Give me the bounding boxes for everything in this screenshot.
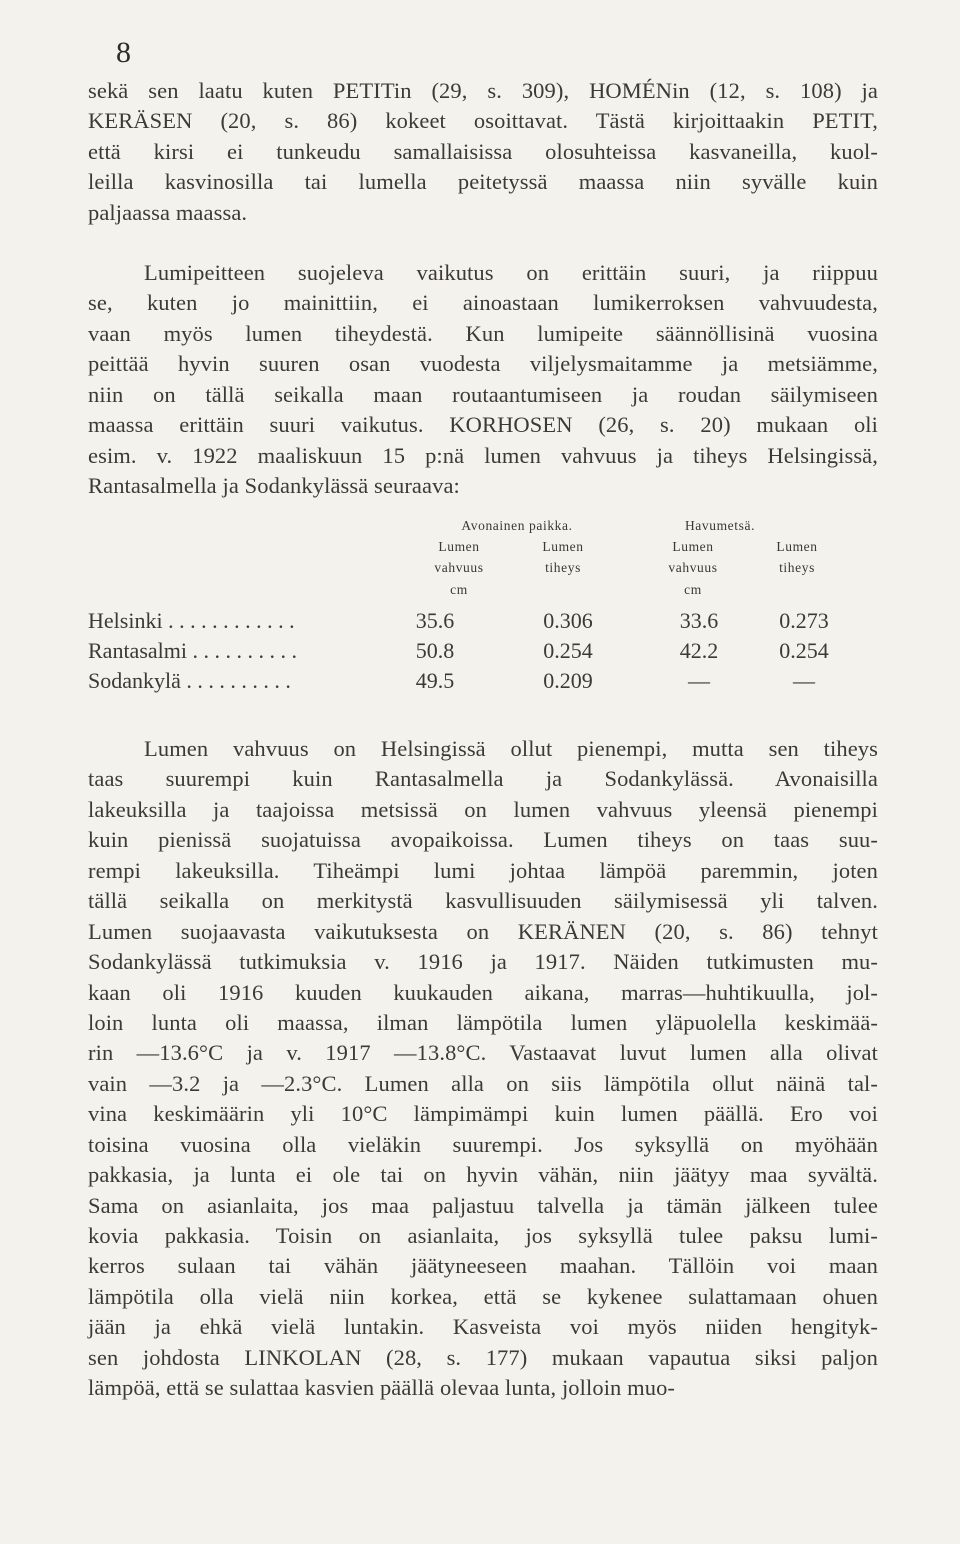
forest-depth: — <box>688 668 710 693</box>
text-line: KERÄSEN (20, s. 86) kokeet osoittavat. Tästä kirjoittaakin PETIT, <box>88 108 878 134</box>
header-forest-depth-1: Lumen <box>672 539 714 554</box>
text-line: kuin pienissä suojatuissa avopaikoissa. Lumen tiheys on taas suu- <box>88 827 878 853</box>
paragraph-snow-cover <box>88 258 878 502</box>
leader-dots: . . . . . . . . . . <box>180 668 291 693</box>
forest-density: — <box>793 668 815 693</box>
text-line: niin on tällä seikalla maan routaantumiseen ja roudan säilymiseen <box>88 381 878 407</box>
place-name: Rantasalmi <box>88 638 187 663</box>
text-line: lakeuksilla ja taajoissa metsissä on lumen vahvuus yleensä pienempi <box>88 796 878 822</box>
text-line: paljaassa maassa. <box>88 199 248 225</box>
text-line: lämpöä, että se sulattaa kasvien päällä olevaa lunta, jolloin muo- <box>88 1375 676 1401</box>
text-line: kaan oli 1916 kuuden kuukauden aikana, marras—huhtikuulla, jol- <box>88 979 878 1005</box>
text-line: Lumen suojaavasta vaikutuksesta on KERÄNEN (20, s. 86) tehnyt <box>88 918 878 944</box>
text-line: leilla kasvinosilla tai lumella peitetyssä maassa niin syvälle kuin <box>88 169 878 195</box>
open-depth: 49.5 <box>415 668 455 693</box>
text-line: rempi lakeuksilla. Tiheämpi lumi johtaa lämpöä paremmin, joten <box>88 857 878 883</box>
paragraph-continuation <box>88 76 878 228</box>
open-density: 0.254 <box>543 638 593 663</box>
text-line: peittää hyvin suuren osan vuodesta viljelysmaitamme ja metsiämme, <box>88 351 878 377</box>
text-line: loin lunta oli maassa, ilman lämpötila lumen yläpuolella keskimää- <box>88 1009 878 1035</box>
forest-density: 0.254 <box>779 638 829 663</box>
text-line: toisina vuosina olla vieläkin suurempi. Jos syksyllä on myöhään <box>88 1131 878 1157</box>
header-open-depth-3: cm <box>450 582 468 597</box>
text-line: se, kuten jo mainittiin, ei ainoastaan lumikerroksen vahvuudesta, <box>88 290 878 316</box>
forest-depth: 33.6 <box>679 608 719 633</box>
text-line: pakkasia, ja lunta ei ole tai on hyvin vähän, niin jäätyy maa syvältä. <box>88 1162 878 1188</box>
text-line: Sama on asianlaita, jos maa paljastuu talvella ja tämän jälkeen tulee <box>88 1192 878 1218</box>
text-line: vina keskimäärin yli 10°C lämpimämpi kuin lumen päällä. Ero voi <box>88 1101 878 1127</box>
text-line: rin —13.6°C ja v. 1917 —13.8°C. Vastaavat luvut lumen alla olivat <box>88 1040 878 1066</box>
table-row <box>88 668 848 698</box>
header-forest-density-2: tiheys <box>779 560 815 575</box>
header-open-depth-1: Lumen <box>438 539 480 554</box>
text-line: esim. v. 1922 maaliskuun 15 p:nä lumen vahvuus ja tiheys Helsingissä, <box>88 442 878 468</box>
page-number: 8 <box>116 36 131 69</box>
text-line: sekä sen laatu kuten PETITin (29, s. 309), HOMÉNin (12, s. 108) ja <box>88 78 878 103</box>
open-density: 0.306 <box>543 608 593 633</box>
paragraph-snow-density <box>88 734 878 1404</box>
header-open-density-2: tiheys <box>545 560 581 575</box>
text-line: sen johdosta LINKOLAN (28, s. 177) mukaan vapautua siksi paljon <box>88 1344 878 1370</box>
leader-dots: . . . . . . . . . . <box>186 638 297 663</box>
open-depth: 50.8 <box>415 638 455 663</box>
text-line: kovia pakkasia. Toisin on asianlaita, jos syksyllä tulee paksu lumi- <box>88 1223 878 1248</box>
text-line: Sodankylässä tutkimuksia v. 1916 ja 1917. Näiden tutkimusten mu- <box>88 949 878 975</box>
text-line: Lumen vahvuus on Helsingissä ollut pienempi, mutta sen tiheys <box>144 736 878 761</box>
table-row <box>88 608 848 638</box>
header-forest-depth-2: vahvuus <box>668 560 718 575</box>
leader-dots: . . . . . . . . . . . . <box>162 608 295 633</box>
open-depth: 35.6 <box>415 608 455 633</box>
header-forest-density-1: Lumen <box>776 539 818 554</box>
text-line: maassa erittäin suuri vaikutus. KORHOSEN (26, s. 20) mukaan oli <box>88 412 878 438</box>
text-line: taas suurempi kuin Rantasalmella ja Sodankylässä. Avonaisilla <box>88 766 878 792</box>
place-name: Helsinki <box>88 608 163 633</box>
forest-depth: 42.2 <box>679 638 719 663</box>
text-line: vaan myös lumen tiheydestä. Kun lumipeite säännöllisinä vuosina <box>88 320 878 346</box>
text-line: lämpötila olla vielä niin korkea, että se kykenee sulattamaan ohuen <box>88 1283 878 1309</box>
text-line: kerros sulaan tai vähän jäätyneeseen maahan. Tällöin voi maan <box>88 1253 878 1279</box>
header-open-place: Avonainen paikka. <box>461 518 573 533</box>
text-line: vain —3.2 ja —2.3°C. Lumen alla on siis lämpötila ollut näinä tal- <box>88 1070 878 1096</box>
text-line: tällä seikalla on merkitystä kasvullisuuden säilymisessä yli talven. <box>88 888 878 914</box>
header-forest: Havumetsä. <box>684 518 756 533</box>
open-density: 0.209 <box>543 668 593 693</box>
forest-density: 0.273 <box>779 608 829 633</box>
text-line: Lumipeitteen suojeleva vaikutus on erittäin suuri, ja riippuu <box>144 260 878 285</box>
table-row <box>88 638 848 668</box>
header-open-density-1: Lumen <box>542 539 584 554</box>
text-line: Rantasalmella ja Sodankylässä seuraava: <box>88 473 460 499</box>
text-line: että kirsi ei tunkeudu samallaisissa olosuhteissa kasvaneilla, kuol- <box>88 138 878 164</box>
place-name: Sodankylä <box>88 668 181 693</box>
header-forest-depth-3: cm <box>684 582 702 597</box>
text-line: jään ja ehkä vielä luntakin. Kasveista voi myös niiden hengityk- <box>88 1314 878 1340</box>
header-open-depth-2: vahvuus <box>434 560 484 575</box>
